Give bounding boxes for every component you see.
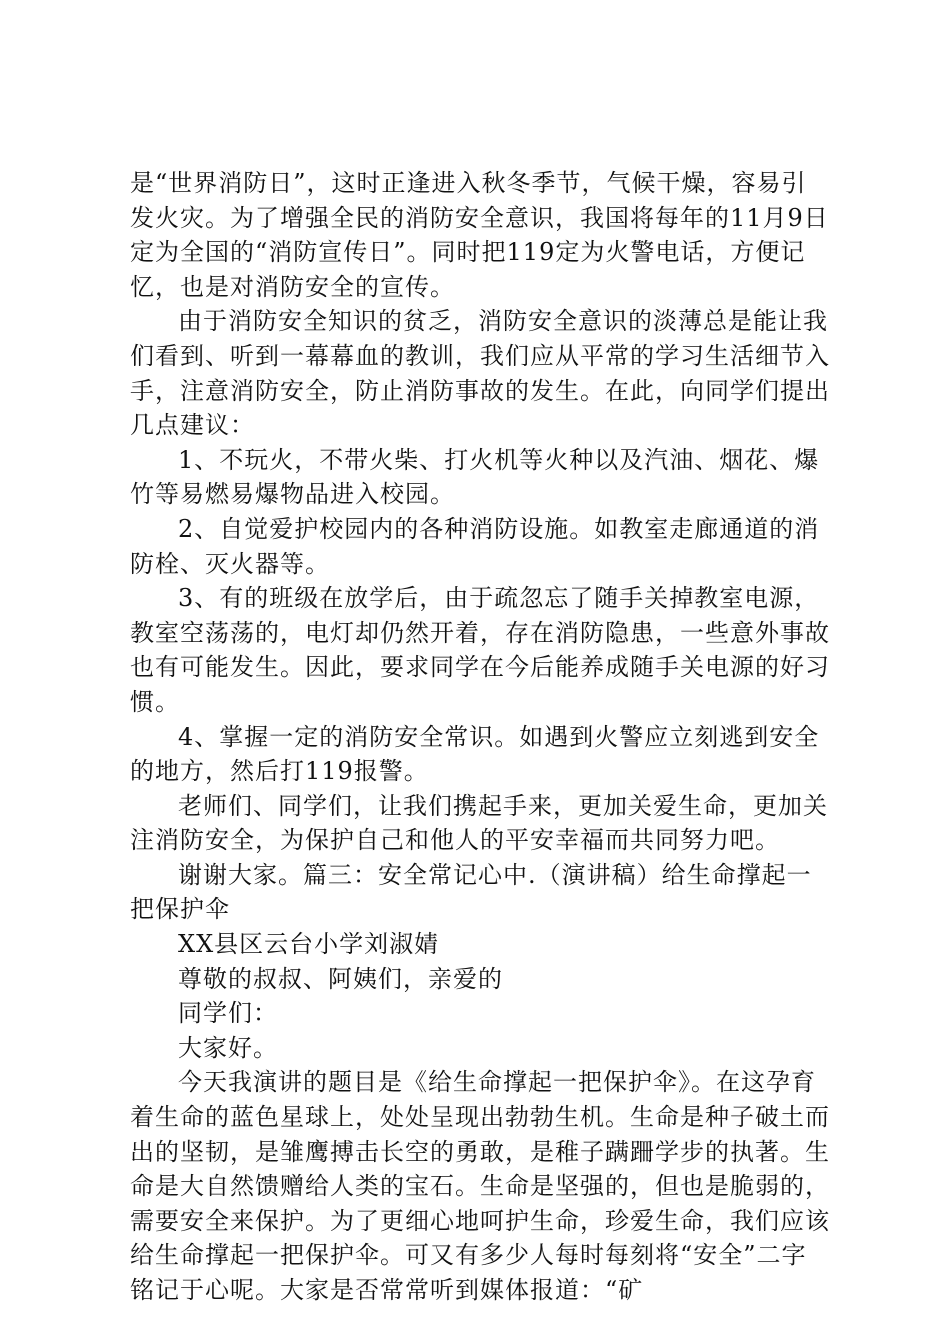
suggestion-item-3: 3、有的班级在放学后，由于疏忽忘了随手关掉教室电源，教室空荡荡的，电灯却仍然开着，存在消防隐患，一些意外事故也有可能发生。因此，要求同学在今后能养成随手关电源的好习惯。 (130, 584, 830, 716)
speaker-line: XX县区云台小学刘淑婧 (178, 930, 440, 959)
paragraph-lessons: 由于消防安全知识的贫乏，消防安全意识的淡薄总是能让我们看到、听到一幕幕血的教训，我们应从平常的学习生活细节入手，注意消防安全，防止消防事故的发生。在此，向同学们提出几点建议： (130, 307, 830, 440)
suggestion-item-1: 1、不玩火，不带火柴、打火机等火种以及汽油、烟花、爆竹等易燃易爆物品进入校园。 (130, 445, 820, 509)
document-body (130, 166, 830, 1308)
salutation-continuation: 同学们： (178, 999, 278, 1028)
paragraph-speech-body: 今天我演讲的题目是《给生命撑起一把保护伞》。在这孕育着生命的蓝色星球上，处处呈现出勃勃生机。生命是种子破土而出的坚韧，是雏鹰搏击长空的勇敢，是稚子蹒跚学步的执著。生命是大自然馈赠给人类的宝石。生命是坚强的，但也是脆弱的，需要安全来保护。为了更细心地呵护生命，珍爱生命，我们应该给生命撑起一把保护伞。可又有多少人每时每刻将“安全”二字铭记于心呢。大家是否常常听到媒体报道：“矿 (130, 1068, 830, 1304)
salutation-line: 尊敬的叔叔、阿姨们，亲爱的 (178, 964, 503, 993)
paragraph-call-to-action: 老师们、同学们，让我们携起手来，更加关爱生命，更加关注消防安全，为保护自己和他人的平安幸福而共同努力吧。 (130, 791, 828, 855)
paragraph-thanks-and-heading: 谢谢大家。篇三：安全常记心中.（演讲稿）给生命撑起一把保护伞 (130, 860, 812, 924)
paragraph-intro-continuation: 是“世界消防日”，这时正逢进入秋冬季节，气候干燥，容易引发火灾。为了增强全民的消防安全意识，我国将每年的11月9日定为全国的“消防宣传日”。同时把119定为火警电话，方便记忆，也是对消防安全的宣传。 (130, 169, 829, 301)
greeting-line: 大家好。 (178, 1033, 278, 1062)
suggestion-item-4: 4、掌握一定的消防安全常识。如遇到火警应立刻逃到安全的地方，然后打119报警。 (130, 722, 820, 786)
suggestion-item-2: 2、自觉爱护校园内的各种消防设施。如教室走廊通道的消防栓、灭火器等。 (130, 514, 820, 578)
